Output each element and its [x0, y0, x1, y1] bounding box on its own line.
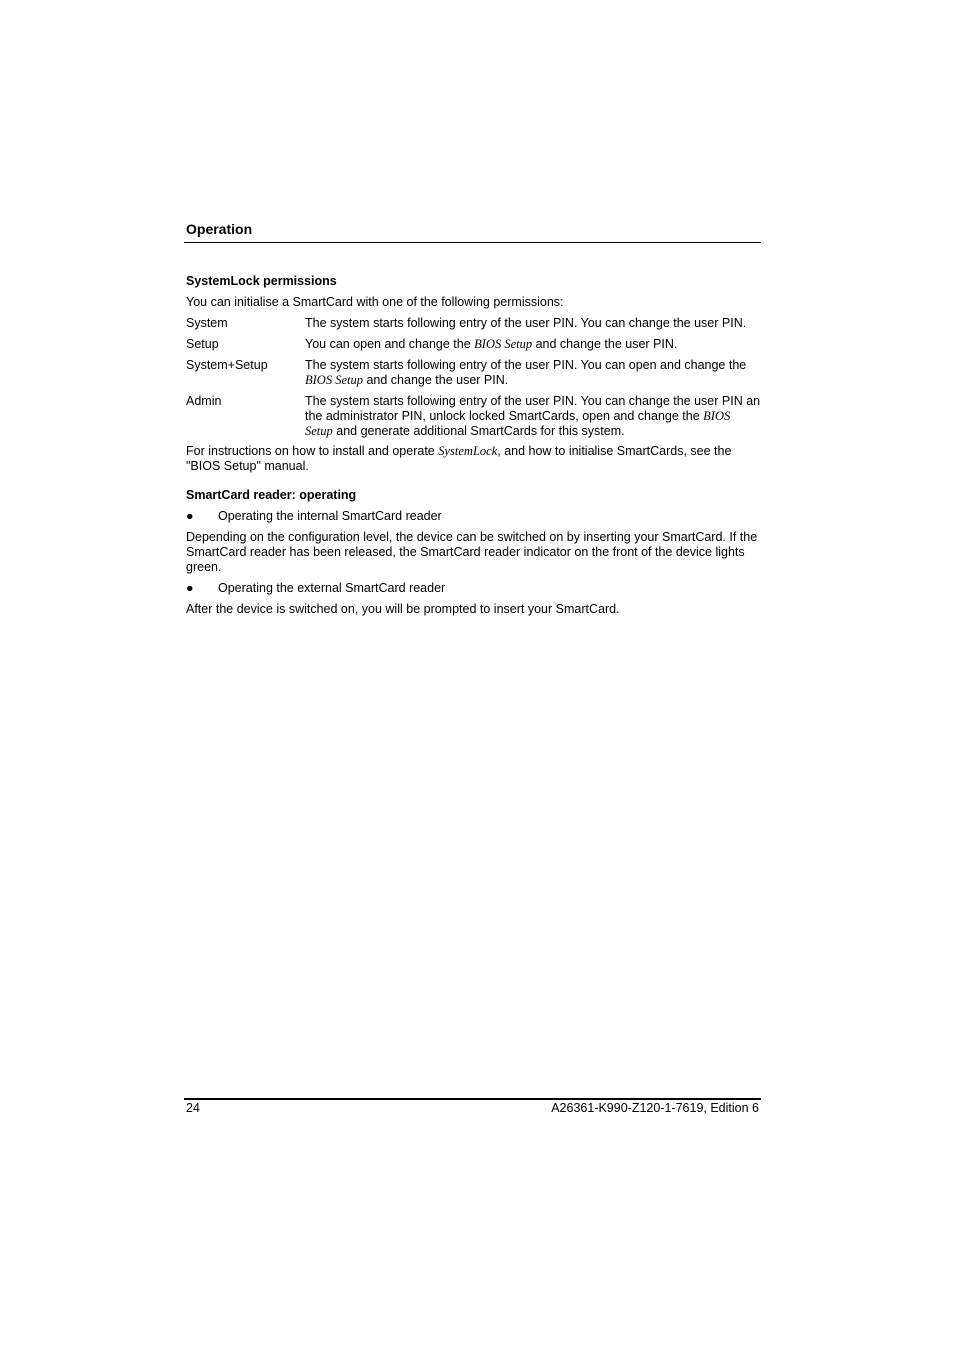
permission-description: You can open and change the BIOS Setup and change the user PIN. [305, 337, 678, 351]
document-id: A26361-K990-Z120-1-7619, Edition 6 [551, 1101, 759, 1115]
permission-description: The system starts following entry of the user PIN. You can change the user PIN an the administrator PIN, unlock locked SmartCards, open and change the BIOS Setup and generate additional SmartCards for this system. [305, 394, 761, 438]
bullet-text: Operating the external SmartCard reader [218, 581, 446, 595]
internal-reader-paragraph: Depending on the configuration level, the device can be switched on by inserting your SmartCard. If the SmartCard reader has been released, the SmartCard reader indicator on the front of the device lights green. [186, 530, 758, 574]
permission-row-admin [186, 394, 761, 439]
permission-description: The system starts following entry of the user PIN. You can change the user PIN. [305, 316, 747, 330]
section-heading-smartcard-reader: SmartCard reader: operating [186, 488, 357, 502]
permission-name: System+Setup [186, 358, 268, 372]
bullet-text: Operating the internal SmartCard reader [218, 509, 442, 523]
header-divider [184, 242, 761, 243]
page-header-title: Operation [186, 221, 253, 237]
bullet-item-external-reader [186, 581, 761, 596]
page-content [186, 274, 761, 623]
permission-name: Setup [186, 337, 219, 351]
permissions-outro: For instructions on how to install and operate SystemLock, and how to initialise SmartCards, see the "BIOS Setup" manual. [186, 444, 732, 473]
permission-row-setup [186, 337, 761, 352]
document-page [186, 0, 761, 1350]
permission-row-system [186, 316, 761, 331]
section-heading-systemlock: SystemLock permissions [186, 274, 337, 288]
page-number: 24 [186, 1101, 200, 1115]
permissions-intro: You can initialise a SmartCard with one of the following permissions: [186, 295, 564, 309]
permission-description: The system starts following entry of the user PIN. You can open and change the BIOS Setup and change the user PIN. [305, 358, 747, 387]
footer-divider [184, 1098, 761, 1100]
bullet-item-internal-reader [186, 509, 761, 524]
permission-name: Admin [186, 394, 222, 408]
bullet-icon: ● [186, 581, 194, 595]
permission-name: System [186, 316, 228, 330]
external-reader-paragraph: After the device is switched on, you will be prompted to insert your SmartCard. [186, 602, 620, 616]
bullet-icon: ● [186, 509, 194, 523]
permission-row-system-setup [186, 358, 761, 388]
